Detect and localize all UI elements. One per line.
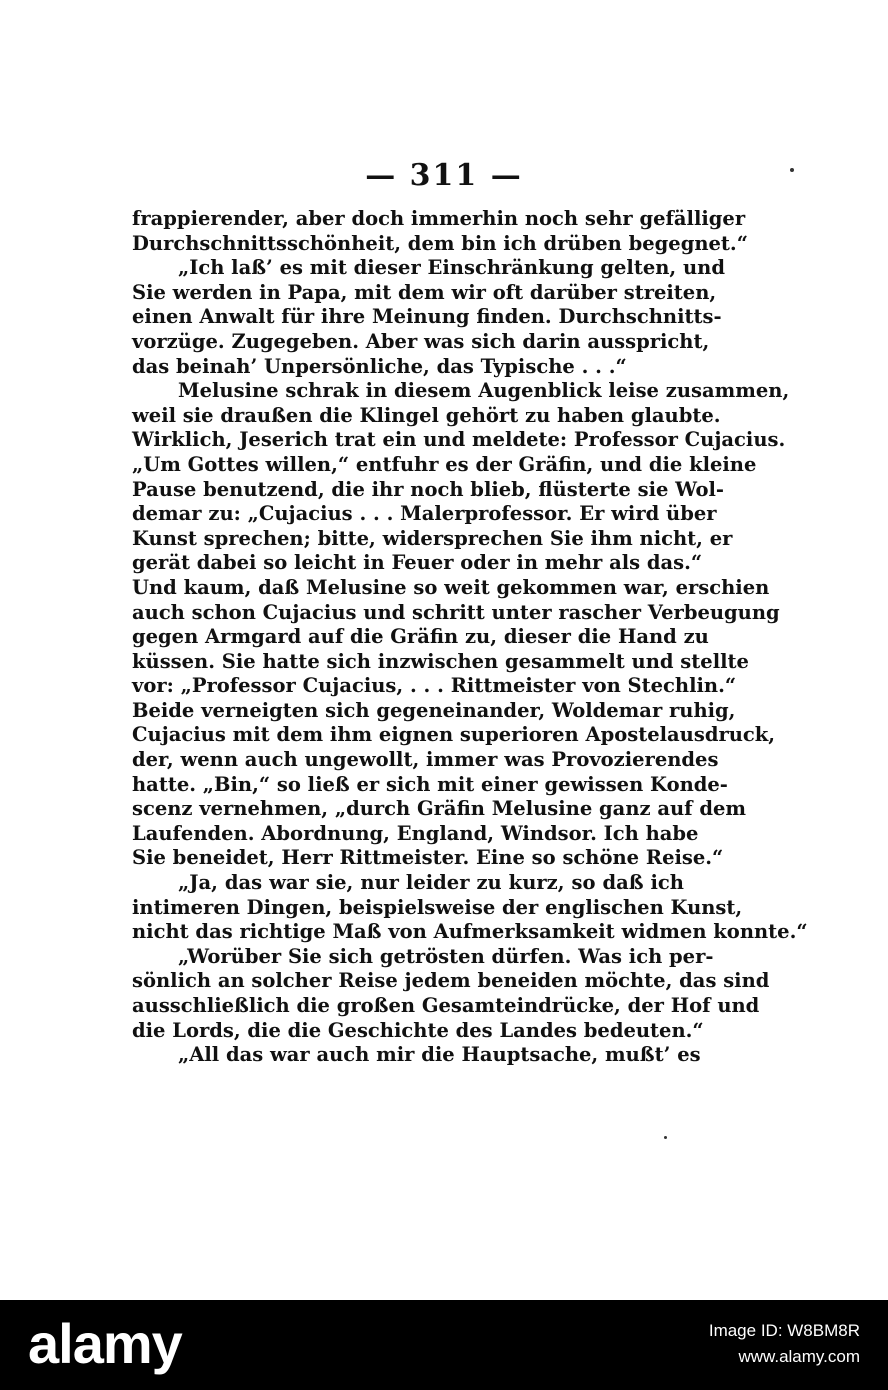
text-line: auch schon Cujacius und schritt unter rascher Verbeugung (132, 600, 780, 624)
text-line: sönlich an solcher Reise jedem beneiden möchte, das sind (132, 969, 770, 993)
footer-info (709, 1318, 860, 1370)
image-id-text: Image ID: W8BM8R (708, 1321, 860, 1340)
text-line: gegen Armgard auf die Gräfin zu, dieser die Hand zu (132, 625, 709, 649)
scan-speck (790, 168, 794, 172)
page-number: — 311 — (365, 158, 523, 193)
text-line: Laufenden. Abordnung, England, Windsor. Ich habe (132, 821, 699, 845)
body-text (132, 207, 808, 1068)
alamy-logo: alamy (28, 1312, 182, 1375)
text-line: scenz vernehmen, „durch Gräfin Melusine ganz auf dem (132, 797, 747, 821)
text-line: die Lords, die die Geschichte des Landes bedeuten.“ (132, 1018, 704, 1042)
text-line: Durchschnittsschönheit, dem bin ich drüben begegnet.“ (132, 231, 748, 255)
text-line: Cujacius mit dem ihm eignen superioren Apostelausdruck, (132, 723, 776, 747)
text-line: einen Anwalt für ihre Meinung finden. Durchschnitts- (132, 305, 722, 329)
scan-speck (664, 1136, 667, 1139)
text-line: vorzüge. Zugegeben. Aber was sich darin ausspricht, (132, 329, 710, 353)
text-line: „Ich laß’ es mit dieser Einschränkung gelten, und (178, 256, 725, 280)
text-line: nicht das richtige Maß von Aufmerksamkeit widmen konnte.“ (132, 920, 808, 944)
text-line: vor: „Professor Cujacius, . . . Rittmeister von Stechlin.“ (132, 674, 737, 698)
text-line: „Ja, das war sie, nur leider zu kurz, so daß ich (178, 871, 684, 895)
text-line: Wirklich, Jeserich trat ein und meldete: Professor Cujacius. (132, 428, 786, 452)
text-line: „All das war auch mir die Hauptsache, mußt’ es (178, 1043, 701, 1067)
text-line: Pause benutzend, die ihr noch blieb, flüsterte sie Wol- (132, 477, 724, 501)
text-line: „Worüber Sie sich getrösten dürfen. Was ich per- (178, 944, 714, 968)
text-line: küssen. Sie hatte sich inzwischen gesammelt und stellte (132, 649, 749, 673)
text-line: Beide verneigten sich gegeneinander, Woldemar ruhig, (132, 698, 736, 722)
text-line: „Um Gottes willen,“ entfuhr es der Gräfin, und die kleine (132, 452, 757, 476)
text-line: der, wenn auch ungewollt, immer was Provozierendes (132, 748, 719, 772)
text-line: Sie werden in Papa, mit dem wir oft darüber streiten, (132, 280, 717, 304)
text-line: gerät dabei so leicht in Feuer oder in mehr als das.“ (132, 551, 703, 575)
text-line: Melusine schrak in diesem Augenblick leise zusammen, (178, 379, 790, 403)
text-line: das beinah’ Unpersönliche, das Typische . . .“ (132, 354, 627, 378)
site-url-text: www.alamy.com (738, 1347, 860, 1366)
text-line: frappierender, aber doch immerhin noch sehr gefälliger (132, 207, 746, 230)
text-line: intimeren Dingen, beispielsweise der englischen Kunst, (132, 895, 743, 919)
text-line: weil sie draußen die Klingel gehört zu haben glaubte. (132, 403, 721, 427)
text-line: ausschließlich die großen Gesamteindrücke, der Hof und (132, 994, 760, 1017)
text-line: hatte. „Bin,“ so ließ er sich mit einer gewissen Konde- (132, 772, 728, 796)
text-line: demar zu: „Cujacius . . . Malerprofessor. Er wird über (132, 502, 717, 526)
text-line: Kunst sprechen; bitte, widersprechen Sie ihm nicht, er (132, 526, 733, 550)
text-line: Sie beneidet, Herr Rittmeister. Eine so schöne Reise.“ (132, 846, 724, 870)
text-line: Und kaum, daß Melusine so weit gekommen war, erschien (132, 575, 770, 599)
stock-watermark-bar (0, 1300, 888, 1390)
